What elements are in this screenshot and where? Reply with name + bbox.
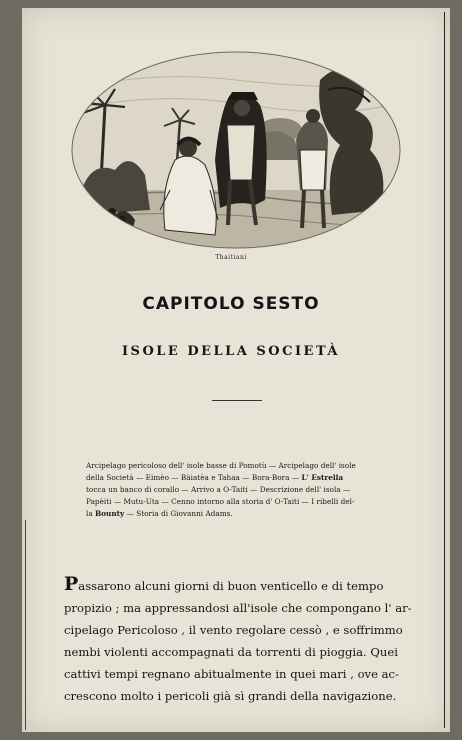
summary-text: la (86, 509, 96, 518)
section-divider (212, 400, 262, 401)
summary-ship-name: Bounty (95, 509, 125, 518)
body-line: cattivi tempi regnano abitualmente in quei mari , ove ac- (64, 667, 399, 681)
summary-text: della Società — Eimèo — Bàiatèa e Tahaa — Bora-Bora — (86, 473, 302, 482)
summary-line (86, 508, 386, 520)
summary-line: Arcipelago pericoloso dell' isole basse di Pomotù — Arcipelago dell' isole (86, 461, 356, 470)
body-paragraph (64, 573, 420, 707)
summary-text: — Storia di Giovanni Adams. (124, 509, 233, 518)
chapter-subtitle: ISOLE DELLA SOCIETÀ (121, 344, 341, 359)
body-line: cipelago Pericoloso , il vento regolare cessò , e soffrimmo (64, 623, 403, 637)
engraving-illustration (70, 50, 402, 250)
body-line: crescono molto i pericoli già sì grandi della navigazione. (64, 689, 397, 703)
summary-line (86, 472, 386, 484)
left-edge-line (25, 520, 26, 730)
drop-cap: P (64, 573, 79, 595)
summary-line: tocca un banco di corallo — Arrivo a O-Taiti — Descrizione dell' isola — (86, 485, 351, 494)
chapter-summary (86, 460, 386, 520)
body-line (64, 573, 420, 597)
body-line: propizio ; ma appressandosi all'isole che compongano l' ar- (64, 601, 412, 615)
summary-ship-name: L' Estrella (301, 473, 344, 482)
chapter-title: CAPITOLO SESTO (142, 294, 320, 314)
page-edge-line (444, 12, 445, 728)
illustration-caption: Thaitiani (215, 254, 247, 261)
body-text: assarono alcuni giorni di buon venticello e di tempo (78, 579, 384, 593)
body-line: nembi violenti accompagnati da torrenti di pioggia. Quei (64, 645, 398, 659)
summary-line: Papèiti — Mutu-Uta — Cenno intorno alla storia d' O-Taiti — I ribelli del- (86, 497, 355, 506)
